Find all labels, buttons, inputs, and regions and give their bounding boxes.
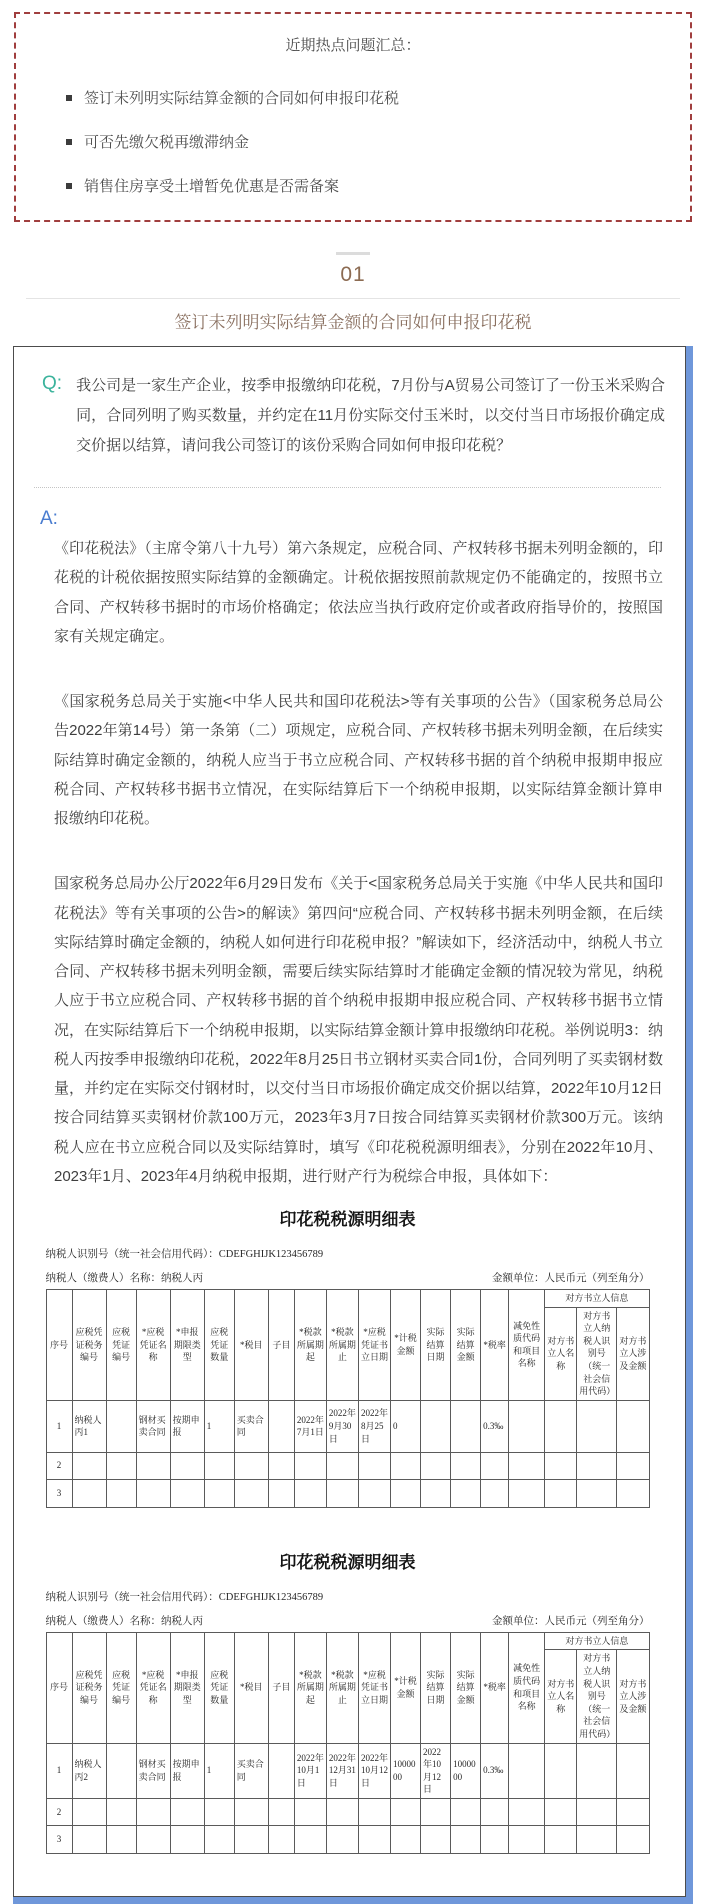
table-cell xyxy=(617,1479,649,1507)
hot-topic-label: 签订未列明实际结算金额的合同如何申报印花税 xyxy=(84,90,400,107)
taxpayer-id-line: 纳税人识别号（统一社会信用代码）：CDEFGHIJK123456789 xyxy=(45,1249,324,1260)
table-cell xyxy=(451,1452,481,1479)
column-header: *计税金额 xyxy=(390,1632,420,1743)
square-bullet-icon xyxy=(66,95,72,101)
answer-paragraph: 《印花税法》（主席令第八十九号）第六条规定，应税合同、产权转移书据未列明金额的，印花税的计税依据按照实际结算的金额确定。计税依据按照前款规定仍不能确定的，按照书立合同、产权转移书据时的市场价格确定；依法应当执行政府定价或者政府指导价的，按照国家有关规定确定。 xyxy=(54,540,663,645)
table-cell: 0.3‰ xyxy=(481,1400,509,1452)
column-header: *税率 xyxy=(481,1290,509,1401)
column-header: 实际结算日期 xyxy=(421,1290,451,1401)
table-cell xyxy=(326,1798,358,1825)
column-header: 应税凭证数量 xyxy=(204,1632,234,1743)
table-cell xyxy=(545,1825,577,1853)
tax-source-sheet-2 xyxy=(30,1548,665,1854)
table-cell: 1 xyxy=(46,1400,72,1452)
hot-topic-label: 销售住房享受土增暂免优惠是否需备案 xyxy=(84,178,340,195)
table-cell xyxy=(234,1452,268,1479)
table-cell xyxy=(481,1798,509,1825)
question-label: Q: xyxy=(42,373,63,394)
tax-source-sheet-1 xyxy=(30,1205,665,1508)
column-header: 对方书立人涉及金额 xyxy=(617,1650,649,1743)
table-row xyxy=(46,1479,649,1507)
table-cell xyxy=(106,1452,136,1479)
column-header: 对方书立人纳税人识别号（统一社会信用代码） xyxy=(577,1650,617,1743)
table-cell: 纳税人丙2 xyxy=(72,1743,106,1798)
qa-divider xyxy=(34,487,661,488)
table-cell xyxy=(545,1479,577,1507)
table-cell xyxy=(421,1452,451,1479)
table-cell xyxy=(326,1452,358,1479)
table-cell xyxy=(421,1825,451,1853)
question-block xyxy=(30,371,665,461)
table-cell xyxy=(136,1825,170,1853)
column-header: 序号 xyxy=(46,1290,72,1401)
column-header: *应税凭证名称 xyxy=(136,1632,170,1743)
column-header: 实际结算金额 xyxy=(451,1632,481,1743)
table-cell xyxy=(577,1743,617,1798)
table-cell xyxy=(268,1825,294,1853)
table-cell xyxy=(294,1479,326,1507)
table-cell xyxy=(577,1798,617,1825)
amount-unit-line: 金额单位：人民币元（列至角分） xyxy=(492,1273,650,1284)
table-cell xyxy=(509,1743,545,1798)
column-header: *计税金额 xyxy=(390,1290,420,1401)
table-cell: 2022年10月1日 xyxy=(294,1743,326,1798)
table-cell xyxy=(421,1400,451,1452)
section-number: 01 xyxy=(340,263,366,286)
table-cell xyxy=(451,1825,481,1853)
column-header: *申报期限类型 xyxy=(170,1290,204,1401)
table-cell xyxy=(326,1479,358,1507)
table-cell xyxy=(617,1825,649,1853)
table-cell: 按期申报 xyxy=(170,1743,204,1798)
table-cell: 1 xyxy=(204,1743,234,1798)
table-cell xyxy=(617,1400,649,1452)
table-cell xyxy=(136,1798,170,1825)
column-header: *申报期限类型 xyxy=(170,1632,204,1743)
table-cell xyxy=(481,1452,509,1479)
answer-paragraph: 《国家税务总局关于实施<中华人民共和国印花税法>等有关事项的公告》（国家税务总局公告2022年第14号）第一条第（二）项规定，应税合同、产权转移书据未列明金额，在后续实际结算时确定金额的，纳税人应当于书立应税合同、产权转移书据的首个纳税申报期申报应税合同、产权转移书据书立情况，在实际结算后下一个纳税申报期，以实际结算金额计算申报缴纳印花税。 xyxy=(54,693,663,827)
table-cell xyxy=(106,1825,136,1853)
table-cell xyxy=(268,1452,294,1479)
table-cell xyxy=(390,1825,420,1853)
column-header: 应税凭证数量 xyxy=(204,1290,234,1401)
table-cell xyxy=(234,1825,268,1853)
hot-topic-label: 可否先缴欠税再缴滞纳金 xyxy=(84,134,250,151)
table-cell xyxy=(358,1798,390,1825)
table-cell xyxy=(577,1825,617,1853)
group-header: 对方书立人信息 xyxy=(545,1290,649,1308)
table-row xyxy=(46,1825,649,1853)
table-cell: 钢材买卖合同 xyxy=(136,1743,170,1798)
table-cell: 0.3‰ xyxy=(481,1743,509,1798)
table-row xyxy=(46,1743,649,1798)
answer-label: A: xyxy=(40,508,58,529)
column-header: 对方书立人纳税人识别号（统一社会信用代码） xyxy=(577,1307,617,1400)
column-header: *税目 xyxy=(234,1290,268,1401)
hot-topic-item xyxy=(66,175,664,196)
table-cell xyxy=(451,1479,481,1507)
table-cell: 3 xyxy=(46,1479,72,1507)
column-header: *税目 xyxy=(234,1632,268,1743)
table-cell xyxy=(234,1798,268,1825)
table-cell: 1000000 xyxy=(390,1743,420,1798)
answer-paragraph: 国家税务总局办公厅2022年6月29日发布《关于<国家税务总局关于实施《中华人民共和国印花税法》等有关事项的公告>的解读》第四问“应税合同、产权转移书据未列明金额，在后续实际结算时确定金额的，纳税人如何进行印花税申报？”解读如下，经济活动中，纳税人书立合同、产权转移书据未列明金额，需要后续实际结算时才能确定金额的情况较为常见，纳税人应于书立应税合同、产权转移书据的首个纳税申报期申报应税合同、产权转移书据书立情况，在实际结算后下一个纳税申报期，以实际结算金额计算申报缴纳印花税。举例说明3：纳税人丙按季申报缴纳印花税，2022年8月25日书立钢材买卖合同1份，合同列明了买卖钢材数量，并约定在实际交付钢材时，以交付当日市场报价确定成交价据以结算，2022年10月12日按合同结算买卖钢材价款100万元，2023年3月7日按合同结算买卖钢材价款300万元。该纳税人应在书立应税合同以及实际结算时，填写《印花税税源明细表》，分别在2022年10月、2023年1月、2023年4月纳税申报期，进行财产行为税综合申报，具体如下： xyxy=(54,875,663,1185)
table-cell: 纳税人丙1 xyxy=(72,1400,106,1452)
column-header: 应税凭证编号 xyxy=(106,1290,136,1401)
sheet-meta xyxy=(46,1589,650,1628)
column-header: *税率 xyxy=(481,1632,509,1743)
table-cell xyxy=(545,1798,577,1825)
column-header: 子目 xyxy=(268,1290,294,1401)
table-cell: 买卖合同 xyxy=(234,1400,268,1452)
table-cell xyxy=(170,1452,204,1479)
hot-topics-box xyxy=(14,12,692,222)
table-cell: 2022年12月31日 xyxy=(326,1743,358,1798)
table-cell: 1000000 xyxy=(451,1743,481,1798)
table-cell xyxy=(358,1452,390,1479)
answer-block xyxy=(30,508,665,1191)
section-rule xyxy=(26,298,680,299)
section-tick-divider xyxy=(336,252,370,255)
table-cell: 2022年10月12日 xyxy=(421,1743,451,1798)
table-cell: 按期申报 xyxy=(170,1400,204,1452)
table-cell xyxy=(617,1452,649,1479)
table-cell xyxy=(390,1452,420,1479)
column-header: 减免性质代码和项目名称 xyxy=(509,1632,545,1743)
table-cell xyxy=(204,1479,234,1507)
hot-topic-item xyxy=(66,87,664,108)
column-header: *税款所属期起 xyxy=(294,1290,326,1401)
table-cell xyxy=(617,1743,649,1798)
table-cell: 2 xyxy=(46,1798,72,1825)
table-cell xyxy=(72,1452,106,1479)
table-cell xyxy=(421,1479,451,1507)
column-header: 实际结算金额 xyxy=(451,1290,481,1401)
table-cell xyxy=(509,1798,545,1825)
table-cell xyxy=(358,1479,390,1507)
table-cell: 2022年9月30日 xyxy=(326,1400,358,1452)
table-cell xyxy=(268,1798,294,1825)
table-row xyxy=(46,1452,649,1479)
table-cell xyxy=(136,1452,170,1479)
table-cell: 1 xyxy=(204,1400,234,1452)
table-cell xyxy=(170,1825,204,1853)
column-header: 对方书立人名称 xyxy=(545,1650,577,1743)
table-cell: 钢材买卖合同 xyxy=(136,1400,170,1452)
column-header: 对方书立人涉及金额 xyxy=(617,1307,649,1400)
table-cell xyxy=(509,1479,545,1507)
stamp-tax-detail-table xyxy=(46,1289,650,1508)
column-header: 序号 xyxy=(46,1632,72,1743)
column-header: 应税凭证税务编号 xyxy=(72,1632,106,1743)
table-cell xyxy=(294,1798,326,1825)
table-cell: 2022年7月1日 xyxy=(294,1400,326,1452)
table-cell: 2022年10月12日 xyxy=(358,1743,390,1798)
taxpayer-name-line: 纳税人（缴费人）名称：纳税人丙 xyxy=(45,1273,203,1284)
question-text: 我公司是一家生产企业，按季申报缴纳印花税，7月份与A贸易公司签订了一份玉米采购合同，合同列明了购买数量，并约定在11月份实际交付玉米时，以交付当日市场报价确定成交价据以结算，请问我公司签订的该份采购合同如何申报印花税？ xyxy=(76,377,665,454)
table-cell xyxy=(545,1452,577,1479)
table-cell xyxy=(72,1479,106,1507)
column-header: 减免性质代码和项目名称 xyxy=(509,1290,545,1401)
table-cell xyxy=(106,1400,136,1452)
table-cell xyxy=(268,1400,294,1452)
table-cell xyxy=(204,1452,234,1479)
table-cell xyxy=(481,1825,509,1853)
section-header xyxy=(0,252,706,333)
table-cell xyxy=(577,1452,617,1479)
table-cell: 2022年8月25日 xyxy=(358,1400,390,1452)
column-header: 子目 xyxy=(268,1632,294,1743)
table-cell xyxy=(390,1798,420,1825)
table-cell xyxy=(577,1400,617,1452)
table-cell xyxy=(204,1825,234,1853)
table-cell xyxy=(545,1743,577,1798)
table-cell xyxy=(170,1479,204,1507)
qa-box xyxy=(13,346,686,1897)
column-header: *税款所属期止 xyxy=(326,1632,358,1743)
table-cell xyxy=(204,1798,234,1825)
table-cell xyxy=(358,1825,390,1853)
square-bullet-icon xyxy=(66,139,72,145)
table-cell xyxy=(268,1743,294,1798)
table-cell xyxy=(72,1798,106,1825)
table-cell xyxy=(545,1400,577,1452)
column-header: *应税凭证书立日期 xyxy=(358,1290,390,1401)
sheet-title: 印花税税源明细表 xyxy=(279,1552,416,1572)
column-header: *应税凭证名称 xyxy=(136,1290,170,1401)
table-cell xyxy=(451,1798,481,1825)
table-cell xyxy=(326,1825,358,1853)
table-cell xyxy=(106,1479,136,1507)
table-row xyxy=(46,1798,649,1825)
square-bullet-icon xyxy=(66,183,72,189)
qa-box-shadow xyxy=(13,346,693,1904)
taxpayer-id-line: 纳税人识别号（统一社会信用代码）：CDEFGHIJK123456789 xyxy=(45,1591,324,1603)
column-header: 应税凭证编号 xyxy=(106,1632,136,1743)
column-header: *应税凭证书立日期 xyxy=(358,1632,390,1743)
table-cell xyxy=(294,1452,326,1479)
table-cell xyxy=(136,1479,170,1507)
stamp-tax-detail-table xyxy=(46,1632,650,1854)
table-cell xyxy=(72,1825,106,1853)
table-cell xyxy=(509,1825,545,1853)
hot-topics-title: 近期热点问题汇总： xyxy=(285,37,421,54)
table-cell xyxy=(451,1400,481,1452)
hot-topic-item xyxy=(66,131,664,152)
table-cell xyxy=(106,1798,136,1825)
table-cell xyxy=(509,1452,545,1479)
table-cell: 0 xyxy=(390,1400,420,1452)
column-header: *税款所属期起 xyxy=(294,1632,326,1743)
table-cell: 买卖合同 xyxy=(234,1743,268,1798)
column-header: 应税凭证税务编号 xyxy=(72,1290,106,1401)
sheet-meta xyxy=(46,1246,650,1285)
table-row xyxy=(46,1400,649,1452)
table-cell xyxy=(268,1479,294,1507)
answer-text xyxy=(30,534,665,1191)
column-header: 对方书立人名称 xyxy=(545,1307,577,1400)
table-cell xyxy=(421,1798,451,1825)
section-title: 签订未列明实际结算金额的合同如何申报印花税 xyxy=(174,313,532,332)
table-cell xyxy=(577,1479,617,1507)
table-cell: 1 xyxy=(46,1743,72,1798)
table-cell xyxy=(509,1400,545,1452)
table-cell: 2 xyxy=(46,1452,72,1479)
column-header: 实际结算日期 xyxy=(421,1632,451,1743)
table-cell xyxy=(106,1743,136,1798)
column-header: *税款所属期止 xyxy=(326,1290,358,1401)
amount-unit-line: 金额单位：人民币元（列至角分） xyxy=(492,1615,650,1627)
sheet-title: 印花税税源明细表 xyxy=(279,1210,416,1229)
table-cell: 3 xyxy=(46,1825,72,1853)
table-cell xyxy=(294,1825,326,1853)
group-header: 对方书立人信息 xyxy=(545,1632,649,1650)
table-cell xyxy=(390,1479,420,1507)
table-cell xyxy=(170,1798,204,1825)
table-cell xyxy=(481,1479,509,1507)
taxpayer-name-line: 纳税人（缴费人）名称：纳税人丙 xyxy=(45,1615,203,1627)
table-cell xyxy=(617,1798,649,1825)
table-cell xyxy=(234,1479,268,1507)
